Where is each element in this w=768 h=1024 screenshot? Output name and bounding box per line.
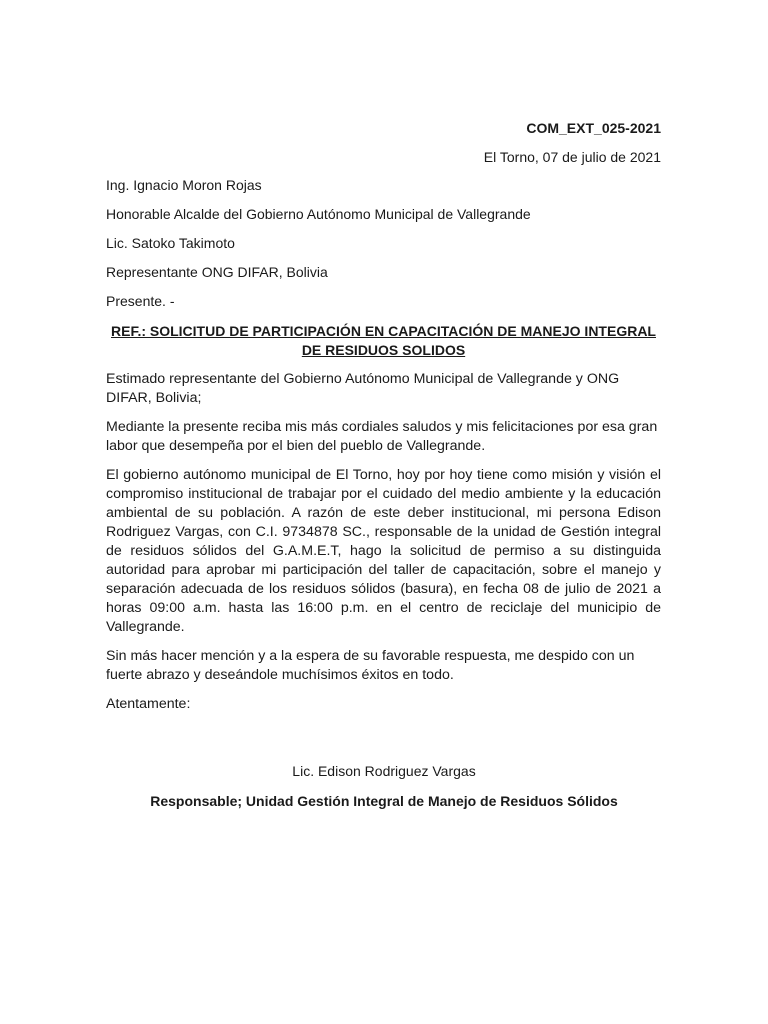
signature-name: Lic. Edison Rodriguez Vargas [292, 763, 476, 779]
document-code: COM_EXT_025-2021 [526, 120, 661, 136]
reference-heading: REF.: SOLICITUD DE PARTICIPACIÓN EN CAPACITACIÓN DE MANEJO INTEGRAL DE RESIDUOS SOLIDOS [111, 323, 656, 358]
letter-body [106, 177, 661, 724]
place-date: El Torno, 07 de julio de 2021 [483, 149, 661, 165]
recipient-1-title: Honorable Alcalde del Gobierno Autónomo Municipal de Vallegrande [106, 206, 531, 222]
paragraph-request: El gobierno autónomo municipal de El Torno, hoy por hoy tiene como misión y visión el compromiso institucional de trabajar por el cuidado del medio ambiente y la educación ambiental de su población. A razón de este deber institucional, mi persona Edison Rodriguez Vargas, con C.I. 9734878 SC., responsable de la unidad de Gestión integral de residuos sólidos del G.A.M.E.T, hago la solicitud de permiso a su distinguida autoridad para aprobar mi participación del taller de capacitación, sobre el manejo y separación adecuada de los residuos sólidos (basura), en fecha 08 de julio de 2021 a horas 09:00 a.m. hasta las 16:00 p.m. en el centro de reciclaje del municipio de Vallegrande. [106, 467, 661, 635]
paragraph-greetings: Mediante la presente reciba mis más cordiales saludos y mis felicitaciones por esa gran labor que desempeña por el bien del pueblo de Vallegrande. [106, 419, 658, 454]
greeting: Estimado representante del Gobierno Autónomo Municipal de Vallegrande y ONG DIFAR, Bolivia; [106, 371, 620, 406]
recipient-2-name: Lic. Satoko Takimoto [106, 235, 235, 251]
presente-line: Presente. - [106, 293, 175, 309]
recipient-1-name: Ing. Ignacio Moron Rojas [106, 177, 262, 193]
closing: Atentamente: [106, 696, 191, 712]
paragraph-farewell: Sin más hacer mención y a la espera de su favorable respuesta, me despido con un fuerte abrazo y deseándole muchísimos éxitos en todo. [106, 648, 635, 683]
signature-title: Responsable; Unidad Gestión Integral de Manejo de Residuos Sólidos [150, 793, 618, 809]
recipient-2-title: Representante ONG DIFAR, Bolivia [106, 264, 328, 280]
